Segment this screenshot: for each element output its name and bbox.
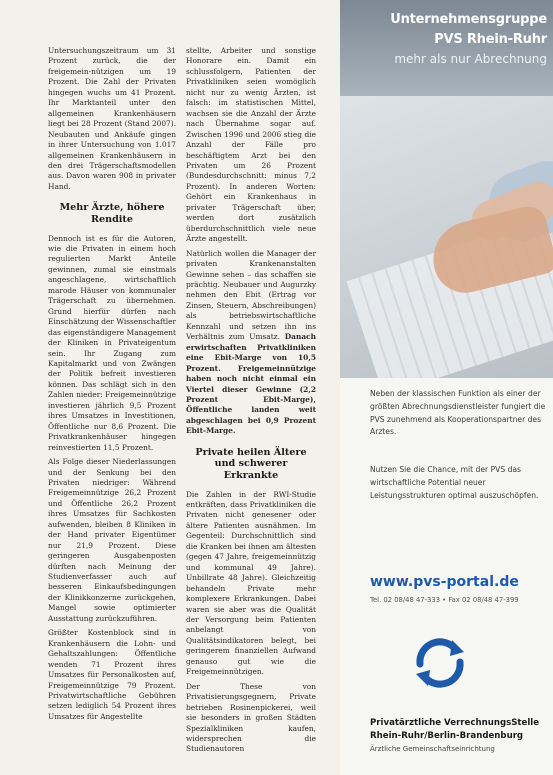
- article-paragraph: Untersuchungszeitraum um 31 Prozent zurück, die der freigemein-nützigen um 19 Prozent. Die Zahl der Privaten hingegen wuchs um 41 Prozent. Ihr Marktanteil unter den allgemeinen Krankenhäusern liegt bei 28 Prozent (Stand 2007). Neubauten und Ankäufe gingen in ihrer Untersuchung von 1.017 allgemeinen Krankenhäusern in den drei Trägerschaftsmodellen aus. Davon waren 908 in privater Hand.: [48, 46, 176, 191]
- org-region: Rhein-Ruhr/Berlin-Brandenburg: [370, 731, 524, 741]
- article-paragraph: Größter Kostenblock sind in Krankenhäusern die Lohn- und Gehaltszahlungen: Öffentliche wenden 71 Prozent ihres Umsatzes für Personalkosten auf, Freigemeinnützige 79 Prozent. Privatwirtschaftliche Gebühren setzen lediglich 54 Prozent ihres Umsatzes für Angestellte: [48, 628, 176, 721]
- paragraph-text: Natürlich wollen die Manager der privaten Krankenanstalten Gewinne sehen – das schaffen sie prächtig. Neubauer und Augurzky nehmen den Ebit (Ertrag vor Zinsen, Steuern, Abschreibungen) als betriebswirtschaftliche Kennzahl und setzen ihn ins Verhältnis zum Umsatz.: [186, 248, 316, 342]
- highlighted-text: Danach erwirtschaften Privatkliniken eine Ebit-Marge von 10,5 Prozent. Freigemeinnützige haben noch nicht einmal ein Viertel dieser Gewinne (2,2 Prozent Ebit-Marge), Öffentliche landen weit abgeschlagen bei 0,9 Prozent Ebit-Marge.: [186, 332, 316, 436]
- ad-title: Unternehmensgruppe: [390, 12, 547, 27]
- article-column-2: [186, 46, 316, 759]
- ad-body-text: Nutzen Sie die Chance, mit der PVS das wirtschaftliche Potential neuer Leistungsstrukturen optimal auszuschöpfen.: [370, 465, 539, 500]
- keyboard-hands-photo: [340, 96, 553, 378]
- ad-title-company: PVS Rhein-Ruhr: [434, 32, 547, 47]
- article-paragraph: [186, 249, 316, 437]
- pvs-logo-icon: [412, 634, 468, 690]
- section-heading: Mehr Ärzte, höhere Rendite: [59, 202, 165, 225]
- org-description: Ärztliche Gemeinschaftseinrichtung: [370, 745, 495, 753]
- advertisement: [340, 0, 553, 775]
- article-paragraph: Die Zahlen in der RWI-Studie entkräften, dass Privatkliniken die Privaten nicht genesener oder ältere Patienten ausnähmen. Im Gegenteil: Durchschnittlich sind die Kranken bei ihnen am ältesten (gegen 47 Jahre, freigemeinnützig und kommunal 49 Jahre). Unbillrate 48 Jahre). Gleichzeitig behandeln Private mehr komplexere Erkrankungen. Dabei waren sie aber was die Qualität der Versorgung beim Patienten anbelangt von Qualitätsindikatoren belegt, bei geringerem finanziellen Aufwand genauso gut wie die Freigemeinnützigen.: [186, 489, 316, 677]
- section-heading: Private heilen Ältere und schwerer Erkrankte: [195, 446, 307, 481]
- article-column-1: [48, 46, 176, 726]
- article-paragraph: stellte, Arbeiter und sonstige Honorare ein. Damit ein schlussfolgern, Patienten der Privatkliniken seien womöglich nicht nur zu wenig Ärzten, ist falsch: im statistischen Mittel, wachsen sie die Anzahl der Ärzte nach Übernahme sogar auf. Zwischen 1996 und 2006 stieg die Anzahl der Fälle pro beschäftigtem Arzt bei den Privaten um 26 Prozent (Bundesdurchschnitt: minus 7,2 Prozent). In anderen Worten: Gehört ein Krankenhaus in privater Trägerschaft über, werden dort zusätzlich überdurchschnittlich viele neue Ärzte angestellt.: [186, 46, 316, 244]
- article-paragraph: Dennoch ist es für die Autoren, wie die Privaten in einem hoch regulierten Markt Anteile gewinnen, zumal sie einstmals angeschlagene, wirtschaftlich marode Häuser von kommunaler Trägerschaft zu übernehmen. Grund hierfür dürfen nach Einschätzung der Wissenschaftler das eigenständigere Management der Kliniken in Privateigentum sein. Ihr Zugang zum Kapitalmarkt und von Zwängen der Politik befreit investieren können. Das schlägt sich in den Zahlen nieder: Freigemeinnützige investieren jährlich 9,5 Prozent ihres Umsatzes in Investitionen, Öffentliche nur 8,6 Prozent. Die Privatkrankenhäuser hingegen reinvestierten 11,5 Prozent.: [48, 233, 176, 452]
- article-paragraph: Als Folge dieser Niederlassungen und der Senkung bei den Privaten niedriger: Während Freigemeinnützige 26,2 Prozent und Öffentliche 26,2 Prozent ihres Umsatzes für Sachkosten aufwenden, bleiben 8 Kliniken in der Hand privater Eigentümer nur 21,9 Prozent. Diese geringeren Ausgabenposten dürften nach Meinung der Studienverfasser auch auf besseren Einkaufsbedingungen der Klinikkonzerne zurückgehen, Mangel sowie optimierter Ausstattung zurückzuführen.: [48, 457, 176, 623]
- ad-body-text: Neben der klassischen Funktion als einer der größten Abrechnungsdienstleister fungiert die PVS zunehmend als Kooperationspartner des Arztes.: [370, 389, 546, 437]
- ad-contact-numbers: Tel. 02 08/48 47-333 • Fax 02 08/48 47-399: [370, 596, 519, 604]
- article-paragraph: Der These von Privatisierungsgegnern, Private betrieben Rosinenpickerei, weil sie besonders in großen Städten Spezialkliniken kaufen, widersprechen die Studienautoren: [186, 681, 316, 754]
- ad-website-link[interactable]: www.pvs-portal.de: [370, 574, 519, 590]
- org-name: Privatärztliche VerrechnungsStelle: [370, 718, 540, 728]
- ad-header-banner: [340, 0, 553, 96]
- ad-subtitle: mehr als nur Abrechnung: [394, 52, 547, 66]
